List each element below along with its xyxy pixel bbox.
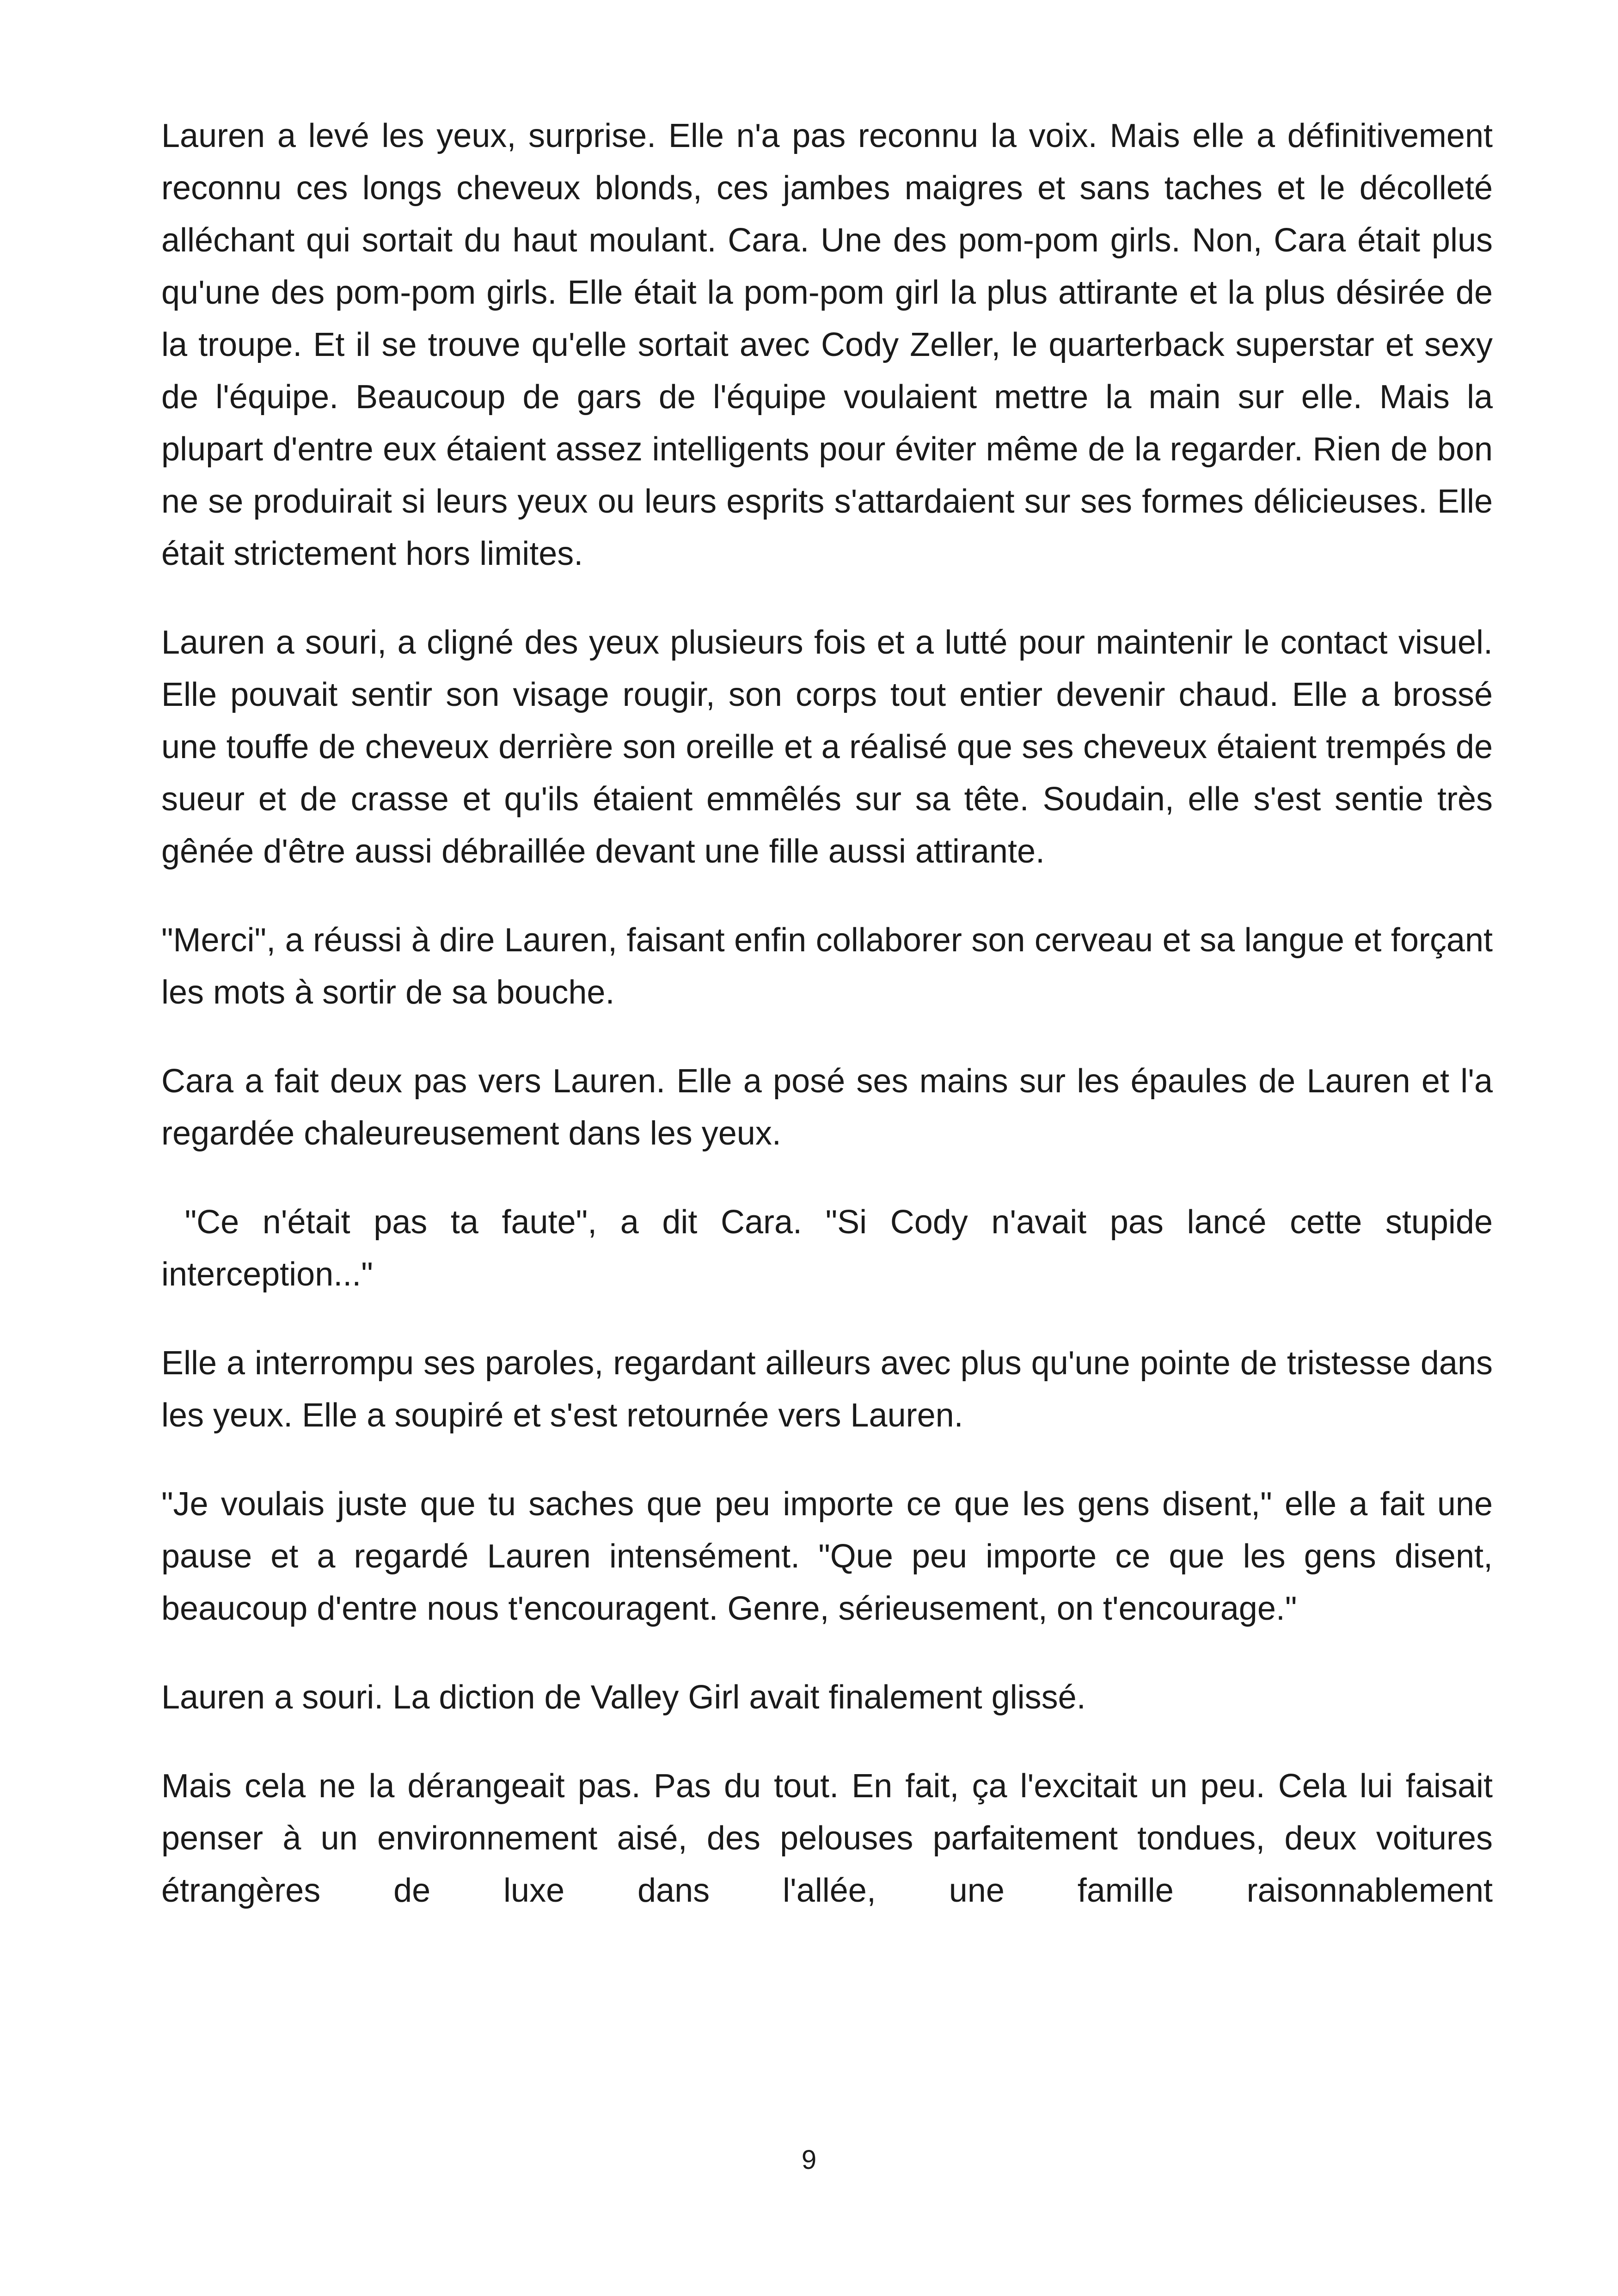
paragraph-2: Lauren a souri, a cligné des yeux plusieurs fois et a lutté pour maintenir le contact visuel. Elle pouvait sentir son visage rougir, son corps tout entier devenir chaud. Elle a brossé une touffe de cheveux derrière son oreille et a réalisé que ses cheveux étaient trempés de sueur et de crasse et qu'ils étaient emmêlés sur sa tête. Soudain, elle s'est sentie très gênée d'être aussi débraillée devant une fille aussi attirante.	[161, 624, 1493, 870]
paragraph-5: "Ce n'était pas ta faute", a dit Cara. "Si Cody n'avait pas lancé cette stupide interception..."	[161, 1204, 1502, 1293]
paragraph-6: Elle a interrompu ses paroles, regardant ailleurs avec plus qu'une pointe de tristesse dans les yeux. Elle a soupiré et s'est retournée vers Lauren.	[161, 1345, 1493, 1434]
paragraph-7: "Je voulais juste que tu saches que peu importe ce que les gens disent," elle a fait une pause et a regardé Lauren intensément. "Que peu importe ce que les gens disent, beaucoup d'entre nous t'encouragent. Genre, sérieusement, on t'encourage."	[161, 1486, 1493, 1627]
paragraph-3: "Merci", a réussi à dire Lauren, faisant enfin collaborer son cerveau et sa langue et forçant les mots à sortir de sa bouche.	[161, 922, 1493, 1011]
paragraph-8: Lauren a souri. La diction de Valley Girl avait finalement glissé.	[161, 1679, 1086, 1716]
paragraph-4: Cara a fait deux pas vers Lauren. Elle a posé ses mains sur les épaules de Lauren et l'a regardée chaleureusement dans les yeux.	[161, 1063, 1493, 1152]
paragraph-9: Mais cela ne la dérangeait pas. Pas du tout. En fait, ça l'excitait un peu. Cela lui faisait penser à un environnement aisé, des pelouses parfaitement tondues, deux voitures étrangères de luxe dans l'allée, une famille raisonnablement	[161, 1768, 1493, 1909]
page-number: 9	[801, 2145, 817, 2175]
paragraph-1: Lauren a levé les yeux, surprise. Elle n'a pas reconnu la voix. Mais elle a définitivement reconnu ces longs cheveux blonds, ces jambes maigres et sans taches et le décolleté alléchant qui sortait du haut moulant. Cara. Une des pom-pom girls. Non, Cara était plus qu'une des pom-pom girls. Elle était la pom-pom girl la plus attirante et la plus désirée de la troupe. Et il se trouve qu'elle sortait avec Cody Zeller, le quarterback superstar et sexy de l'équipe. Beaucoup de gars de l'équipe voulaient mettre la main sur elle. Mais la plupart d'entre eux étaient assez intelligents pour éviter même de la regarder. Rien de bon ne se produirait si leurs yeux ou leurs esprits s'attardaient sur ses formes délicieuses. Elle était strictement hors limites.	[161, 117, 1493, 572]
body-text	[161, 110, 1502, 1953]
